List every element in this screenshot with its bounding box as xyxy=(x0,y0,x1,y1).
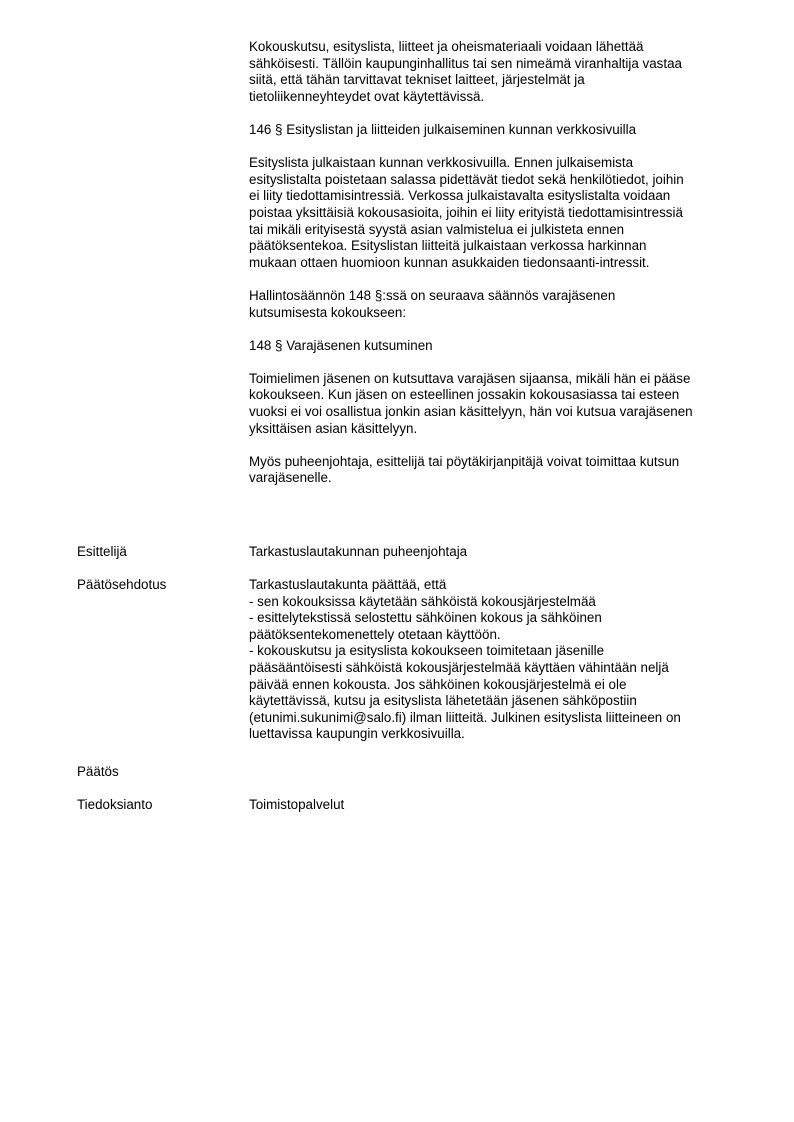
paragraph-agenda-publication: Esityslista julkaistaan kunnan verkkosivuilla. Ennen julkaisemista esityslistalta poistetaan salassa pidettävät tiedot sekä henkilötiedot, joihin ei liity tiedottamisintressiä. Verkossa julkaistavalta esityslistalta voidaan poistaa yksittäisiä kokousasioita, joihin ei liity erityistä tiedottamisintressiä tai mikäli erityisestä syystä asian valmistelua ei julkisteta ennen päätöksentekoa. Esityslistan liitteitä julkaistaan verkossa harkinnan mukaan ottaen huomioon kunnan asukkaiden tiedonsaanti-intressit. xyxy=(249,155,684,270)
field-value-tiedoksianto: Toimistopalvelut xyxy=(249,797,345,812)
field-label-paatosehdotus: Päätösehdotus xyxy=(77,577,167,592)
field-label-paatos: Päätös xyxy=(77,764,119,779)
paragraph-chair-summon: Myös puheenjohtaja, esittelijä tai pöytäkirjanpitäjä voivat toimittaa kutsun varajäsenelle. xyxy=(249,453,680,486)
section-heading-148: 148 § Varajäsenen kutsuminen xyxy=(249,337,433,353)
paragraph-electronic-delivery: Kokouskutsu, esityslista, liitteet ja oheismateriaali voidaan lähettää sähköisesti. Tällöin kaupunginhallitus tai sen nimeämä viranhaltija vastaa siitä, että tähän tarvittavat tekniset laitteet, järjestelmät ja tietoliikenneyhteydet ovat käytettävissä. xyxy=(249,39,682,104)
paragraph-rule-reference: Hallintosäännön 148 §:ssä on seuraava säännös varajäsenen kutsumisesta kokoukseen: xyxy=(249,287,616,320)
field-label-tiedoksianto: Tiedoksianto xyxy=(77,797,153,812)
section-heading-146: 146 § Esityslistan ja liitteiden julkaiseminen kunnan verkkosivuilla xyxy=(249,121,637,137)
field-value-esittelija: Tarkastuslautakunnan puheenjohtaja xyxy=(249,544,468,559)
field-label-esittelija: Esittelijä xyxy=(77,544,127,559)
paragraph-deputy-summon: Toimielimen jäsenen on kutsuttava varajäsen sijaansa, mikäli hän ei pääse kokoukseen. Kun jäsen on esteellinen jossakin kokousasiassa tai esteen vuoksi ei voi osallistua jonkin asian käsittelyyn, hän voi kutsua varajäsenen yksittäisen asian käsittelyyn. xyxy=(249,370,693,436)
field-value-paatosehdotus: Tarkastuslautakunta päättää, että - sen kokouksissa käytetään sähköistä kokousjärjestelmää - esittelytekstissä selostettu sähköinen kokous ja sähköinen päätöksentekomenettely otetaan käyttöön. - kokouskutsu ja esityslista kokoukseen toimitetaan jäsenille pääsääntöisesti sähköistä kokousjärjestelmää käyttäen vähintään neljä päivää ennen kokousta. Jos sähköinen kokousjärjestelmä ei ole käytettävissä, kutsu ja esityslista lähetetään jäsenen sähköpostiin (etunimi.sukunimi@salo.fi) ilman liitteitä. Julkinen esityslista liitteineen on luettavissa kaupungin verkkosivuilla. xyxy=(249,577,681,742)
body-text xyxy=(249,39,744,504)
